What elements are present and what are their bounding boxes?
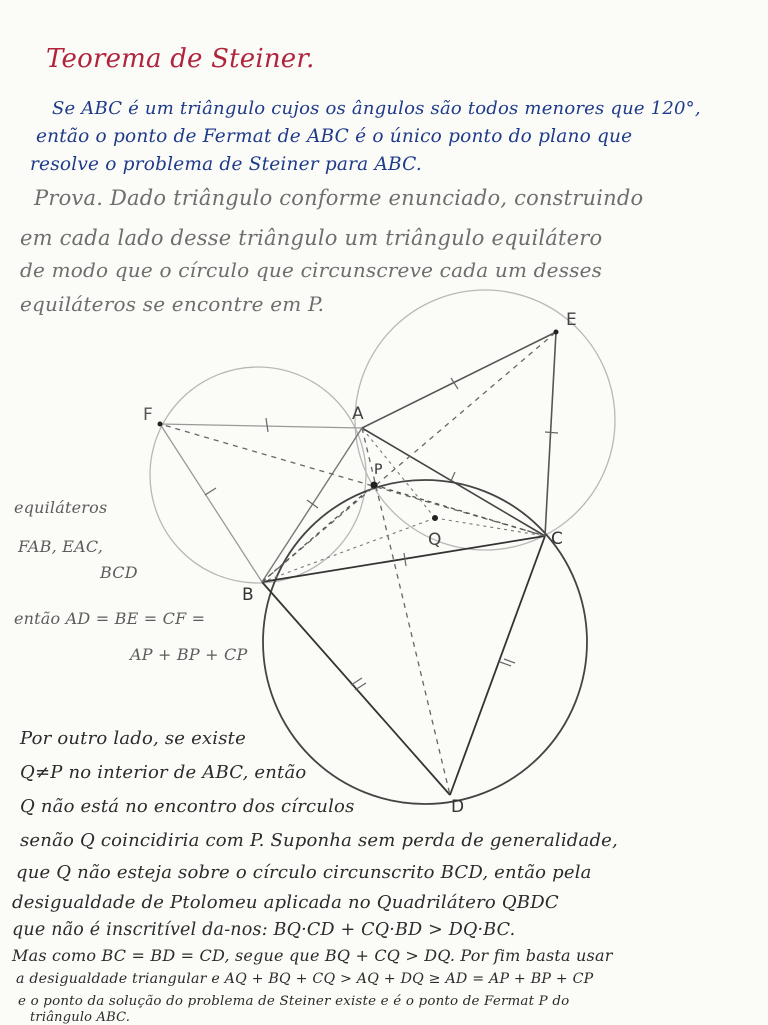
point-Q [432,515,438,521]
proof-line: em cada lado desse triângulo um triângulo equilátero [20,226,603,250]
label-D: D [451,797,465,817]
label-Q: Q [428,530,442,550]
segment-FA [160,424,362,428]
point-E [554,330,559,335]
statement-line: então o ponto de Fermat de ABC é o único ponto do plano que [36,126,633,147]
label-A: A [352,404,364,424]
side-note-triangles: BCD [100,563,138,582]
conclusion-line: Q não está no encontro dos círculos [20,796,355,817]
conclusion-line: senão Q coincidiria com P. Suponha sem perda de generalidade, [20,830,618,851]
conclusion-line: Q≠P no interior de ABC, então [20,762,307,783]
side-note-equilateros: equiláteros [14,498,108,517]
side-note-equality: então AD = BE = CF = [14,609,206,628]
label-C: C [551,529,563,549]
segment-QB [262,518,435,582]
segment-QA [362,428,435,518]
side-note-sum: AP + BP + CP [130,645,248,664]
conclusion-line: desigualdade de Ptolomeu aplicada no Quadrilátero QBDC [12,892,559,913]
segment-AE [362,332,556,428]
segment-PB [262,485,374,582]
statement-line: Se ABC é um triângulo cujos os ângulos são todos menores que 120°, [52,98,701,119]
conclusion-line: que não é inscritível da-nos: BQ·CD + CQ·BD > DQ·BC. [12,920,516,940]
circle-BCD [263,480,587,804]
conclusion-line: Por outro lado, se existe [20,728,246,749]
point-F [158,422,163,427]
label-B: B [242,585,254,605]
conclusion-line: que Q não esteja sobre o círculo circunscrito BCD, então pela [16,862,592,883]
page-title: Teorema de Steiner. [46,44,315,74]
proof-line: de modo que o círculo que circunscreve cada um desses [20,258,603,282]
conclusion-line: e o ponto da solução do problema de Steiner existe e é o ponto de Fermat P do [18,994,570,1009]
label-F: F [143,405,153,425]
statement-line: resolve o problema de Steiner para ABC. [30,154,422,175]
segment-CD [450,536,545,795]
label-E: E [566,310,577,330]
proof-line: equiláteros se encontre em P. [20,292,325,316]
conclusion-line: triângulo ABC. [30,1010,131,1025]
segment-AB [262,428,362,582]
side-note-triangles: FAB, EAC, [18,537,103,556]
conclusion-line: a desigualdade triangular e AQ + BQ + CQ > AQ + DQ ≥ AD = AP + BP + CP [16,971,594,987]
conclusion-line: Mas como BC = BD = CD, segue que BQ + CQ > DQ. Por fim basta usar [12,946,613,965]
proof-line: Prova. Dado triângulo conforme enunciado, construindo [34,186,644,210]
segment-FB [160,424,262,582]
segment-EC [545,332,556,536]
segment-CF [160,424,545,536]
label-P: P [374,462,383,478]
point-P [371,482,378,489]
segment-BC [262,536,545,582]
segment-AC [362,428,545,536]
